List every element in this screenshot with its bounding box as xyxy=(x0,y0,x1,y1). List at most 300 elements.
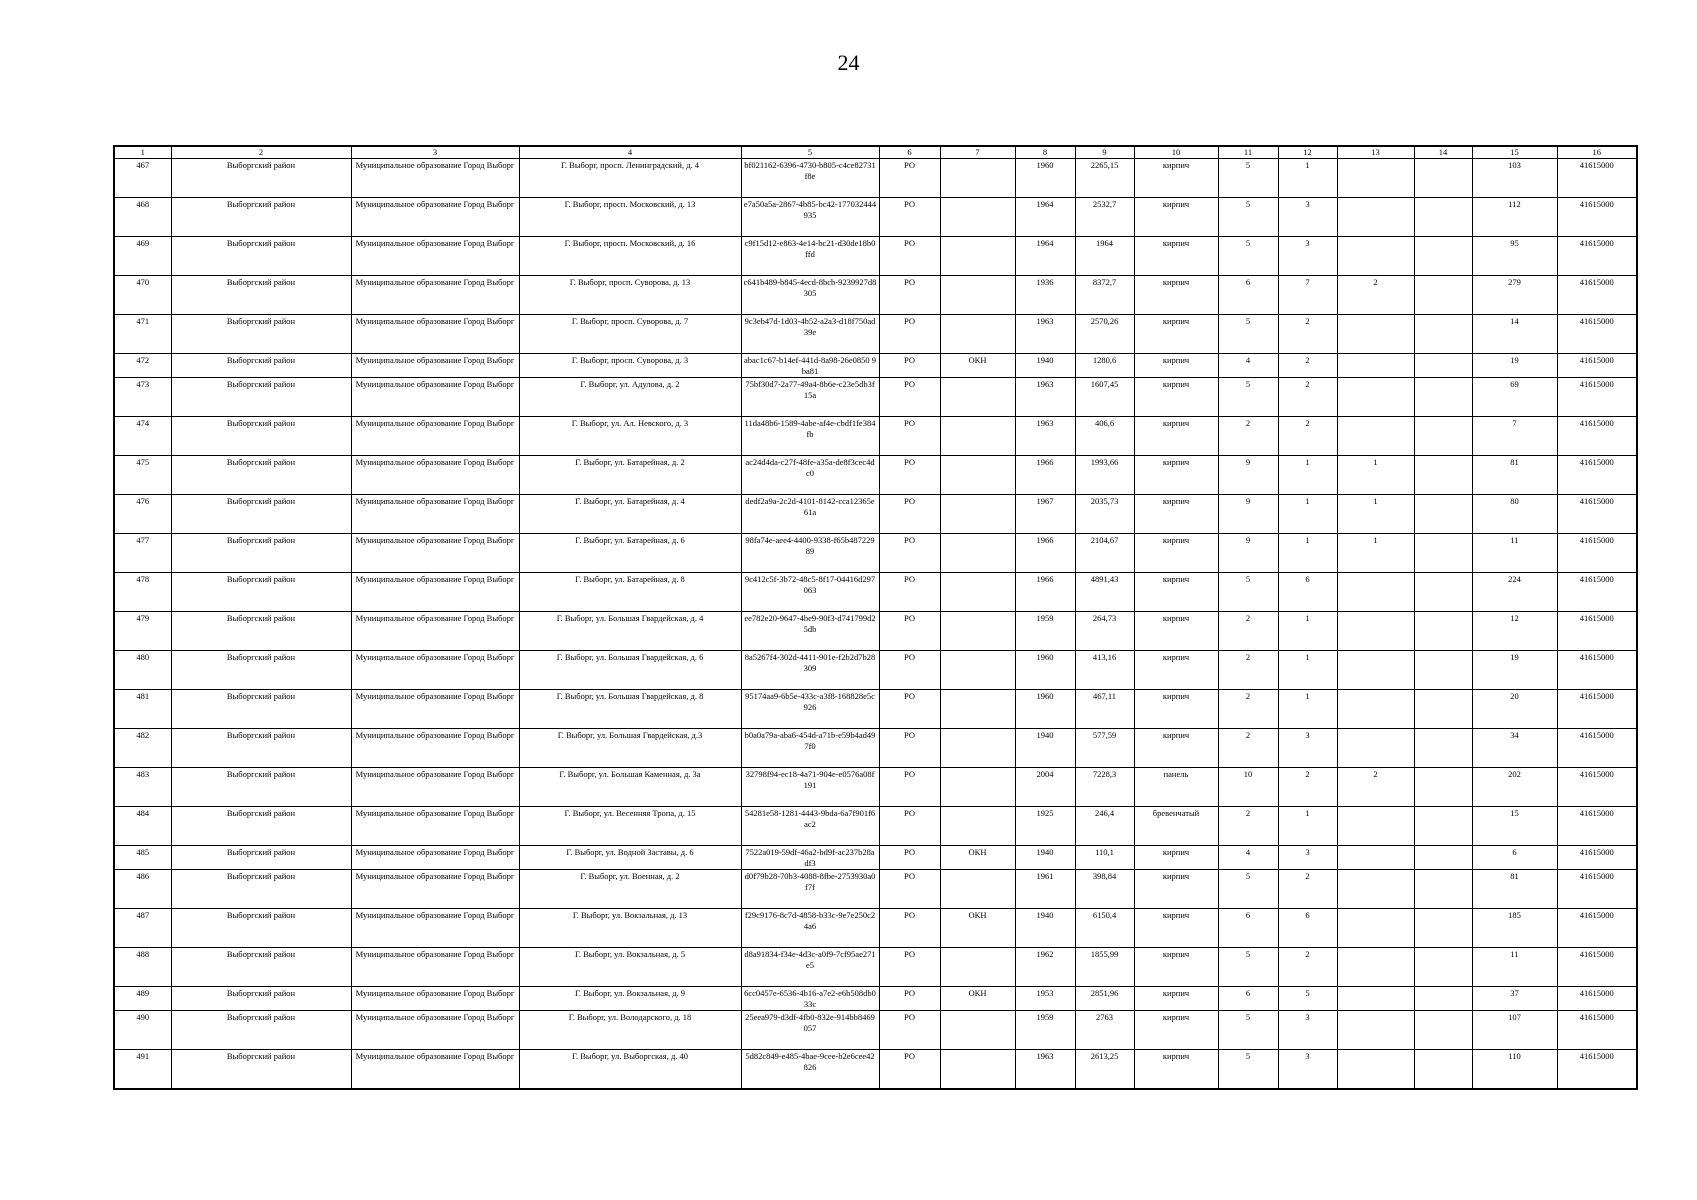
table-cell-col-8: 1960 xyxy=(1015,159,1075,198)
table-cell-col-5: d8a91834-f34e-4d3c-a0f9-7cf95ae271e5 xyxy=(741,948,879,987)
table-cell-col-8: 1936 xyxy=(1015,276,1075,315)
table-cell-col-12: 3 xyxy=(1278,1050,1337,1090)
table-cell-col-6: РО xyxy=(879,1050,940,1090)
table-cell-col-14 xyxy=(1414,690,1472,729)
table-cell-col-14 xyxy=(1414,612,1472,651)
table-cell-col-4: Г. Выборг, просп. Суворова, д. 7 xyxy=(519,315,741,354)
table-cell-col-16: 41615000 xyxy=(1557,534,1637,573)
table-cell-col-12: 2 xyxy=(1278,768,1337,807)
table-cell-col-1: 484 xyxy=(114,807,171,846)
table-cell-col-11: 2 xyxy=(1218,807,1278,846)
table-cell-col-14 xyxy=(1414,729,1472,768)
table-cell-col-7: ОКН xyxy=(940,846,1015,870)
table-cell-col-7 xyxy=(940,237,1015,276)
table-row xyxy=(114,573,1637,612)
table-cell-col-6: РО xyxy=(879,534,940,573)
table-cell-col-1: 472 xyxy=(114,354,171,378)
table-cell-col-5: dedf2a9a-2c2d-4101-8142-cca12365e61a xyxy=(741,495,879,534)
table-cell-col-9: 1993,66 xyxy=(1075,456,1134,495)
table-cell-col-9: 2104,67 xyxy=(1075,534,1134,573)
table-cell-col-4: Г. Выборг, ул. Батарейная, д. 8 xyxy=(519,573,741,612)
table-cell-col-3: Муниципальное образование Город Выборг xyxy=(351,807,519,846)
table-cell-col-9: 1607,45 xyxy=(1075,378,1134,417)
table-cell-col-11: 2 xyxy=(1218,612,1278,651)
table-cell-col-15: 112 xyxy=(1472,198,1557,237)
table-cell-col-8: 1963 xyxy=(1015,378,1075,417)
table-cell-col-6: РО xyxy=(879,870,940,909)
table-cell-col-1: 485 xyxy=(114,846,171,870)
table-cell-col-3: Муниципальное образование Город Выборг xyxy=(351,315,519,354)
table-cell-col-14 xyxy=(1414,198,1472,237)
table-cell-col-1: 473 xyxy=(114,378,171,417)
table-cell-col-4: Г. Выборг, ул. Вокзальная, д. 13 xyxy=(519,909,741,948)
table-cell-col-15: 19 xyxy=(1472,651,1557,690)
table-cell-col-7 xyxy=(940,573,1015,612)
table-cell-col-1: 491 xyxy=(114,1050,171,1090)
table-cell-col-2: Выборгский район xyxy=(171,159,351,198)
table-cell-col-2: Выборгский район xyxy=(171,807,351,846)
table-cell-col-8: 1940 xyxy=(1015,729,1075,768)
table-cell-col-8: 2004 xyxy=(1015,768,1075,807)
table-cell-col-14 xyxy=(1414,573,1472,612)
table-cell-col-10: кирпич xyxy=(1134,159,1218,198)
table-cell-col-5: 54281e58-1281-4443-9bda-6a7f901f6ac2 xyxy=(741,807,879,846)
table-cell-col-6: РО xyxy=(879,378,940,417)
table-cell-col-2: Выборгский район xyxy=(171,1011,351,1050)
table-cell-col-10: кирпич xyxy=(1134,612,1218,651)
table-cell-col-1: 483 xyxy=(114,768,171,807)
table-cell-col-9: 7228,3 xyxy=(1075,768,1134,807)
table-cell-col-5: e7a50a5a-2867-4b85-bc42-177032444935 xyxy=(741,198,879,237)
table-cell-col-2: Выборгский район xyxy=(171,354,351,378)
table-cell-col-4: Г. Выборг, просп. Суворова, д. 3 xyxy=(519,354,741,378)
table-cell-col-15: 12 xyxy=(1472,612,1557,651)
table-cell-col-3: Муниципальное образование Город Выборг xyxy=(351,846,519,870)
table-cell-col-7 xyxy=(940,417,1015,456)
table-cell-col-8: 1961 xyxy=(1015,870,1075,909)
table-cell-col-2: Выборгский район xyxy=(171,495,351,534)
table-cell-col-6: РО xyxy=(879,690,940,729)
table-cell-col-5: c641b489-b845-4ecd-8bcb-9239927d8305 xyxy=(741,276,879,315)
table-cell-col-8: 1964 xyxy=(1015,198,1075,237)
table-cell-col-13 xyxy=(1337,1050,1414,1090)
table-cell-col-1: 469 xyxy=(114,237,171,276)
table-cell-col-14 xyxy=(1414,846,1472,870)
table-cell-col-13 xyxy=(1337,651,1414,690)
table-cell-col-10: кирпич xyxy=(1134,690,1218,729)
table-cell-col-4: Г. Выборг, ул. Большая Гвардейская, д.3 xyxy=(519,729,741,768)
table-cell-col-3: Муниципальное образование Город Выборг xyxy=(351,495,519,534)
table-cell-col-11: 6 xyxy=(1218,909,1278,948)
table-cell-col-13: 1 xyxy=(1337,534,1414,573)
table-cell-col-13 xyxy=(1337,159,1414,198)
table-cell-col-10: кирпич xyxy=(1134,1050,1218,1090)
table-cell-col-6: РО xyxy=(879,495,940,534)
table-cell-col-5: 95174aa9-6b5e-433c-a3f8-168828e5c926 xyxy=(741,690,879,729)
table-cell-col-15: 37 xyxy=(1472,987,1557,1011)
column-header-4: 4 xyxy=(519,146,741,159)
table-cell-col-9: 6150,4 xyxy=(1075,909,1134,948)
table-cell-col-2: Выборгский район xyxy=(171,1050,351,1090)
table-cell-col-7 xyxy=(940,612,1015,651)
column-header-14: 14 xyxy=(1414,146,1472,159)
column-header-1: 1 xyxy=(114,146,171,159)
table-cell-col-10: бревенчатый xyxy=(1134,807,1218,846)
table-cell-col-11: 6 xyxy=(1218,276,1278,315)
table-cell-col-2: Выборгский район xyxy=(171,378,351,417)
table-cell-col-14 xyxy=(1414,237,1472,276)
table-cell-col-12: 3 xyxy=(1278,1011,1337,1050)
table-cell-col-7: ОКН xyxy=(940,354,1015,378)
table-cell-col-9: 398,84 xyxy=(1075,870,1134,909)
column-header-15: 15 xyxy=(1472,146,1557,159)
column-header-2: 2 xyxy=(171,146,351,159)
table-cell-col-11: 10 xyxy=(1218,768,1278,807)
table-row xyxy=(114,276,1637,315)
table-cell-col-11: 5 xyxy=(1218,159,1278,198)
table-cell-col-11: 5 xyxy=(1218,315,1278,354)
table-cell-col-15: 185 xyxy=(1472,909,1557,948)
table-cell-col-16: 41615000 xyxy=(1557,1050,1637,1090)
table-cell-col-16: 41615000 xyxy=(1557,909,1637,948)
table-cell-col-7 xyxy=(940,870,1015,909)
table-cell-col-1: 481 xyxy=(114,690,171,729)
page-number: 24 xyxy=(837,50,860,75)
table-cell-col-16: 41615000 xyxy=(1557,651,1637,690)
table-cell-col-10: кирпич xyxy=(1134,354,1218,378)
table-row xyxy=(114,948,1637,987)
table-cell-col-14 xyxy=(1414,417,1472,456)
table-cell-col-3: Муниципальное образование Город Выборг xyxy=(351,573,519,612)
table-cell-col-15: 110 xyxy=(1472,1050,1557,1090)
table-cell-col-10: кирпич xyxy=(1134,198,1218,237)
table-cell-col-16: 41615000 xyxy=(1557,198,1637,237)
table-cell-col-12: 2 xyxy=(1278,354,1337,378)
table-cell-col-8: 1960 xyxy=(1015,651,1075,690)
table-cell-col-13 xyxy=(1337,573,1414,612)
table-cell-col-16: 41615000 xyxy=(1557,276,1637,315)
table-cell-col-8: 1962 xyxy=(1015,948,1075,987)
table-cell-col-2: Выборгский район xyxy=(171,612,351,651)
table-cell-col-9: 2763 xyxy=(1075,1011,1134,1050)
table-cell-col-11: 2 xyxy=(1218,690,1278,729)
table-cell-col-12: 2 xyxy=(1278,417,1337,456)
table-cell-col-5: 9c412c5f-3b72-48c5-8f17-04416d297063 xyxy=(741,573,879,612)
table-cell-col-10: кирпич xyxy=(1134,987,1218,1011)
table-cell-col-12: 1 xyxy=(1278,456,1337,495)
table-row xyxy=(114,846,1637,870)
table-cell-col-5: abac1c67-b14ef-441d-8a98-26e0850 9ba81 xyxy=(741,354,879,378)
table-cell-col-2: Выборгский район xyxy=(171,690,351,729)
table-cell-col-16: 41615000 xyxy=(1557,495,1637,534)
table-cell-col-14 xyxy=(1414,948,1472,987)
table-cell-col-2: Выборгский район xyxy=(171,987,351,1011)
table-cell-col-16: 41615000 xyxy=(1557,1011,1637,1050)
table-cell-col-1: 487 xyxy=(114,909,171,948)
table-cell-col-3: Муниципальное образование Город Выборг xyxy=(351,534,519,573)
table-cell-col-3: Муниципальное образование Город Выборг xyxy=(351,417,519,456)
table-cell-col-15: 7 xyxy=(1472,417,1557,456)
table-cell-col-9: 2613,25 xyxy=(1075,1050,1134,1090)
table-cell-col-16: 41615000 xyxy=(1557,729,1637,768)
table-cell-col-13 xyxy=(1337,237,1414,276)
table-cell-col-6: РО xyxy=(879,651,940,690)
table-row xyxy=(114,690,1637,729)
table-cell-col-4: Г. Выборг, ул. Вокзальная, д. 9 xyxy=(519,987,741,1011)
table-cell-col-9: 2570,26 xyxy=(1075,315,1134,354)
table-cell-col-6: РО xyxy=(879,909,940,948)
table-cell-col-12: 1 xyxy=(1278,690,1337,729)
table-cell-col-1: 468 xyxy=(114,198,171,237)
table-cell-col-10: кирпич xyxy=(1134,909,1218,948)
table-row xyxy=(114,651,1637,690)
table-cell-col-15: 6 xyxy=(1472,846,1557,870)
table-cell-col-6: РО xyxy=(879,768,940,807)
table-cell-col-13 xyxy=(1337,354,1414,378)
table-cell-col-8: 1967 xyxy=(1015,495,1075,534)
table-cell-col-15: 224 xyxy=(1472,573,1557,612)
table-cell-col-15: 34 xyxy=(1472,729,1557,768)
table-cell-col-16: 41615000 xyxy=(1557,315,1637,354)
table-cell-col-6: РО xyxy=(879,948,940,987)
table-cell-col-5: f29c9176-8c7d-4858-b33c-9e7e250c24a6 xyxy=(741,909,879,948)
table-cell-col-1: 467 xyxy=(114,159,171,198)
table-cell-col-11: 5 xyxy=(1218,573,1278,612)
column-header-10: 10 xyxy=(1134,146,1218,159)
table-cell-col-16: 41615000 xyxy=(1557,807,1637,846)
table-cell-col-6: РО xyxy=(879,198,940,237)
table-cell-col-13 xyxy=(1337,909,1414,948)
table-cell-col-1: 490 xyxy=(114,1011,171,1050)
table-cell-col-16: 41615000 xyxy=(1557,768,1637,807)
table-cell-col-15: 11 xyxy=(1472,948,1557,987)
table-row xyxy=(114,417,1637,456)
table-cell-col-2: Выборгский район xyxy=(171,846,351,870)
table-cell-col-8: 1940 xyxy=(1015,354,1075,378)
table-cell-col-3: Муниципальное образование Город Выборг xyxy=(351,612,519,651)
table-cell-col-5: 75bf30d7-2a77-49a4-8b6e-c23e5db3f15a xyxy=(741,378,879,417)
table-cell-col-7 xyxy=(940,159,1015,198)
table-cell-col-10: кирпич xyxy=(1134,573,1218,612)
table-cell-col-7: ОКН xyxy=(940,987,1015,1011)
table-cell-col-8: 1964 xyxy=(1015,237,1075,276)
table-cell-col-12: 3 xyxy=(1278,198,1337,237)
table-cell-col-1: 474 xyxy=(114,417,171,456)
table-cell-col-5: 98fa74e-aee4-4400-9338-f65b48722989 xyxy=(741,534,879,573)
table-cell-col-15: 81 xyxy=(1472,870,1557,909)
column-header-12: 12 xyxy=(1278,146,1337,159)
table-row xyxy=(114,909,1637,948)
column-header-3: 3 xyxy=(351,146,519,159)
table-cell-col-4: Г. Выборг, ул. Большая Гвардейская, д. 8 xyxy=(519,690,741,729)
table-cell-col-3: Муниципальное образование Город Выборг xyxy=(351,1011,519,1050)
table-cell-col-3: Муниципальное образование Город Выборг xyxy=(351,456,519,495)
table-cell-col-13 xyxy=(1337,870,1414,909)
table-cell-col-5: c9f15d12-e863-4e14-bc21-d30de18b0ffd xyxy=(741,237,879,276)
table-cell-col-13: 1 xyxy=(1337,456,1414,495)
table-row xyxy=(114,987,1637,1011)
table-cell-col-6: РО xyxy=(879,1011,940,1050)
table-cell-col-10: кирпич xyxy=(1134,729,1218,768)
table-cell-col-16: 41615000 xyxy=(1557,354,1637,378)
table-cell-col-2: Выборгский район xyxy=(171,417,351,456)
table-row xyxy=(114,237,1637,276)
table-cell-col-16: 41615000 xyxy=(1557,987,1637,1011)
table-cell-col-5: ee782e20-9647-4be9-90f3-d741799d25db xyxy=(741,612,879,651)
table-cell-col-15: 15 xyxy=(1472,807,1557,846)
table-cell-col-11: 5 xyxy=(1218,870,1278,909)
table-cell-col-15: 95 xyxy=(1472,237,1557,276)
column-header-6: 6 xyxy=(879,146,940,159)
table-cell-col-11: 2 xyxy=(1218,729,1278,768)
table-cell-col-13 xyxy=(1337,729,1414,768)
table-row xyxy=(114,870,1637,909)
table-cell-col-3: Муниципальное образование Город Выборг xyxy=(351,378,519,417)
table-cell-col-3: Муниципальное образование Город Выборг xyxy=(351,690,519,729)
table-cell-col-10: кирпич xyxy=(1134,651,1218,690)
table-cell-col-15: 69 xyxy=(1472,378,1557,417)
table-cell-col-1: 471 xyxy=(114,315,171,354)
table-cell-col-1: 479 xyxy=(114,612,171,651)
table-cell-col-1: 475 xyxy=(114,456,171,495)
table-cell-col-2: Выборгский район xyxy=(171,237,351,276)
table-cell-col-4: Г. Выборг, ул. Батарейная, д. 4 xyxy=(519,495,741,534)
table-cell-col-14 xyxy=(1414,768,1472,807)
table-row xyxy=(114,534,1637,573)
table-cell-col-11: 4 xyxy=(1218,354,1278,378)
table-cell-col-2: Выборгский район xyxy=(171,870,351,909)
table-cell-col-3: Муниципальное образование Город Выборг xyxy=(351,159,519,198)
table-cell-col-14 xyxy=(1414,159,1472,198)
table-cell-col-14 xyxy=(1414,276,1472,315)
table-cell-col-6: РО xyxy=(879,729,940,768)
table-cell-col-4: Г. Выборг, ул. Весенняя Тропа, д. 15 xyxy=(519,807,741,846)
table-cell-col-10: кирпич xyxy=(1134,495,1218,534)
table-cell-col-10: кирпич xyxy=(1134,846,1218,870)
table-cell-col-2: Выборгский район xyxy=(171,768,351,807)
table-cell-col-6: РО xyxy=(879,807,940,846)
table-row xyxy=(114,495,1637,534)
table-cell-col-11: 5 xyxy=(1218,198,1278,237)
table-cell-col-10: кирпич xyxy=(1134,870,1218,909)
table-cell-col-10: кирпич xyxy=(1134,948,1218,987)
table-cell-col-8: 1959 xyxy=(1015,612,1075,651)
table-cell-col-3: Муниципальное образование Город Выборг xyxy=(351,729,519,768)
table-cell-col-10: кирпич xyxy=(1134,417,1218,456)
table-cell-col-5: 25eea979-d3df-4fb0-832e-914bb8469057 xyxy=(741,1011,879,1050)
table-cell-col-11: 9 xyxy=(1218,495,1278,534)
table-cell-col-16: 41615000 xyxy=(1557,417,1637,456)
table-cell-col-4: Г. Выборг, ул. Водной Заставы, д. 6 xyxy=(519,846,741,870)
table-cell-col-15: 14 xyxy=(1472,315,1557,354)
table-cell-col-2: Выборгский район xyxy=(171,729,351,768)
table-cell-col-10: кирпич xyxy=(1134,456,1218,495)
table-cell-col-10: кирпич xyxy=(1134,237,1218,276)
table-cell-col-9: 2532,7 xyxy=(1075,198,1134,237)
table-cell-col-8: 1963 xyxy=(1015,1050,1075,1090)
table-cell-col-8: 1959 xyxy=(1015,1011,1075,1050)
table-cell-col-2: Выборгский район xyxy=(171,276,351,315)
table-cell-col-10: кирпич xyxy=(1134,1011,1218,1050)
table-cell-col-16: 41615000 xyxy=(1557,612,1637,651)
table-cell-col-9: 413,16 xyxy=(1075,651,1134,690)
table-cell-col-13 xyxy=(1337,987,1414,1011)
table-cell-col-1: 478 xyxy=(114,573,171,612)
table-cell-col-6: РО xyxy=(879,315,940,354)
table-cell-col-13: 1 xyxy=(1337,495,1414,534)
table-cell-col-7 xyxy=(940,1011,1015,1050)
table-cell-col-3: Муниципальное образование Город Выборг xyxy=(351,354,519,378)
table-cell-col-3: Муниципальное образование Город Выборг xyxy=(351,870,519,909)
table-cell-col-11: 2 xyxy=(1218,651,1278,690)
housing-registry-table xyxy=(113,145,1638,1090)
table-row xyxy=(114,198,1637,237)
table-cell-col-8: 1953 xyxy=(1015,987,1075,1011)
table-cell-col-14 xyxy=(1414,315,1472,354)
table-cell-col-14 xyxy=(1414,987,1472,1011)
table-cell-col-9: 1855,99 xyxy=(1075,948,1134,987)
table-cell-col-14 xyxy=(1414,378,1472,417)
table-cell-col-11: 5 xyxy=(1218,237,1278,276)
table-cell-col-15: 103 xyxy=(1472,159,1557,198)
table-cell-col-5: b0a0a79a-aba6-454d-a71b-e59b4ad497f0 xyxy=(741,729,879,768)
table-cell-col-4: Г. Выборг, ул. Батарейная, д. 2 xyxy=(519,456,741,495)
table-cell-col-6: РО xyxy=(879,159,940,198)
table-row xyxy=(114,1011,1637,1050)
table-cell-col-5: bf021162-6396-4730-b805-c4ce82731f8e xyxy=(741,159,879,198)
table-cell-col-1: 482 xyxy=(114,729,171,768)
table-cell-col-14 xyxy=(1414,456,1472,495)
table-cell-col-7 xyxy=(940,315,1015,354)
table-cell-col-6: РО xyxy=(879,612,940,651)
table-cell-col-5: 6cc0457e-6536-4b16-a7e2-e6b508db033c xyxy=(741,987,879,1011)
table-cell-col-3: Муниципальное образование Город Выборг xyxy=(351,651,519,690)
table-cell-col-8: 1966 xyxy=(1015,573,1075,612)
table-cell-col-9: 1964 xyxy=(1075,237,1134,276)
column-header-5: 5 xyxy=(741,146,879,159)
table-cell-col-9: 246,4 xyxy=(1075,807,1134,846)
table-cell-col-2: Выборгский район xyxy=(171,456,351,495)
table-cell-col-7 xyxy=(940,534,1015,573)
table-cell-col-5: 32798f94-ec18-4a71-904e-e0576a08f191 xyxy=(741,768,879,807)
table-cell-col-13 xyxy=(1337,198,1414,237)
table-cell-col-4: Г. Выборг, ул. Большая Каменная, д. 3а xyxy=(519,768,741,807)
table-cell-col-7 xyxy=(940,768,1015,807)
table-cell-col-12: 1 xyxy=(1278,807,1337,846)
table-cell-col-5: d0f79b28-70b3-4088-8fbe-2753930a0f7f xyxy=(741,870,879,909)
table-cell-col-14 xyxy=(1414,495,1472,534)
table-cell-col-7 xyxy=(940,729,1015,768)
table-cell-col-13 xyxy=(1337,378,1414,417)
table-cell-col-3: Муниципальное образование Город Выборг xyxy=(351,198,519,237)
table-cell-col-3: Муниципальное образование Город Выборг xyxy=(351,1050,519,1090)
table-cell-col-7 xyxy=(940,456,1015,495)
table-cell-col-11: 9 xyxy=(1218,456,1278,495)
table-cell-col-15: 107 xyxy=(1472,1011,1557,1050)
table-cell-col-6: РО xyxy=(879,573,940,612)
table-cell-col-9: 2851,96 xyxy=(1075,987,1134,1011)
table-cell-col-13 xyxy=(1337,315,1414,354)
table-cell-col-13 xyxy=(1337,807,1414,846)
table-cell-col-6: РО xyxy=(879,276,940,315)
table-cell-col-11: 5 xyxy=(1218,948,1278,987)
table-cell-col-5: 7522a019-59df-46a2-bd9f-ac237b28adf3 xyxy=(741,846,879,870)
table-cell-col-9: 110,1 xyxy=(1075,846,1134,870)
table-cell-col-7 xyxy=(940,198,1015,237)
table-cell-col-7 xyxy=(940,495,1015,534)
table-cell-col-6: РО xyxy=(879,237,940,276)
table-cell-col-16: 41615000 xyxy=(1557,378,1637,417)
